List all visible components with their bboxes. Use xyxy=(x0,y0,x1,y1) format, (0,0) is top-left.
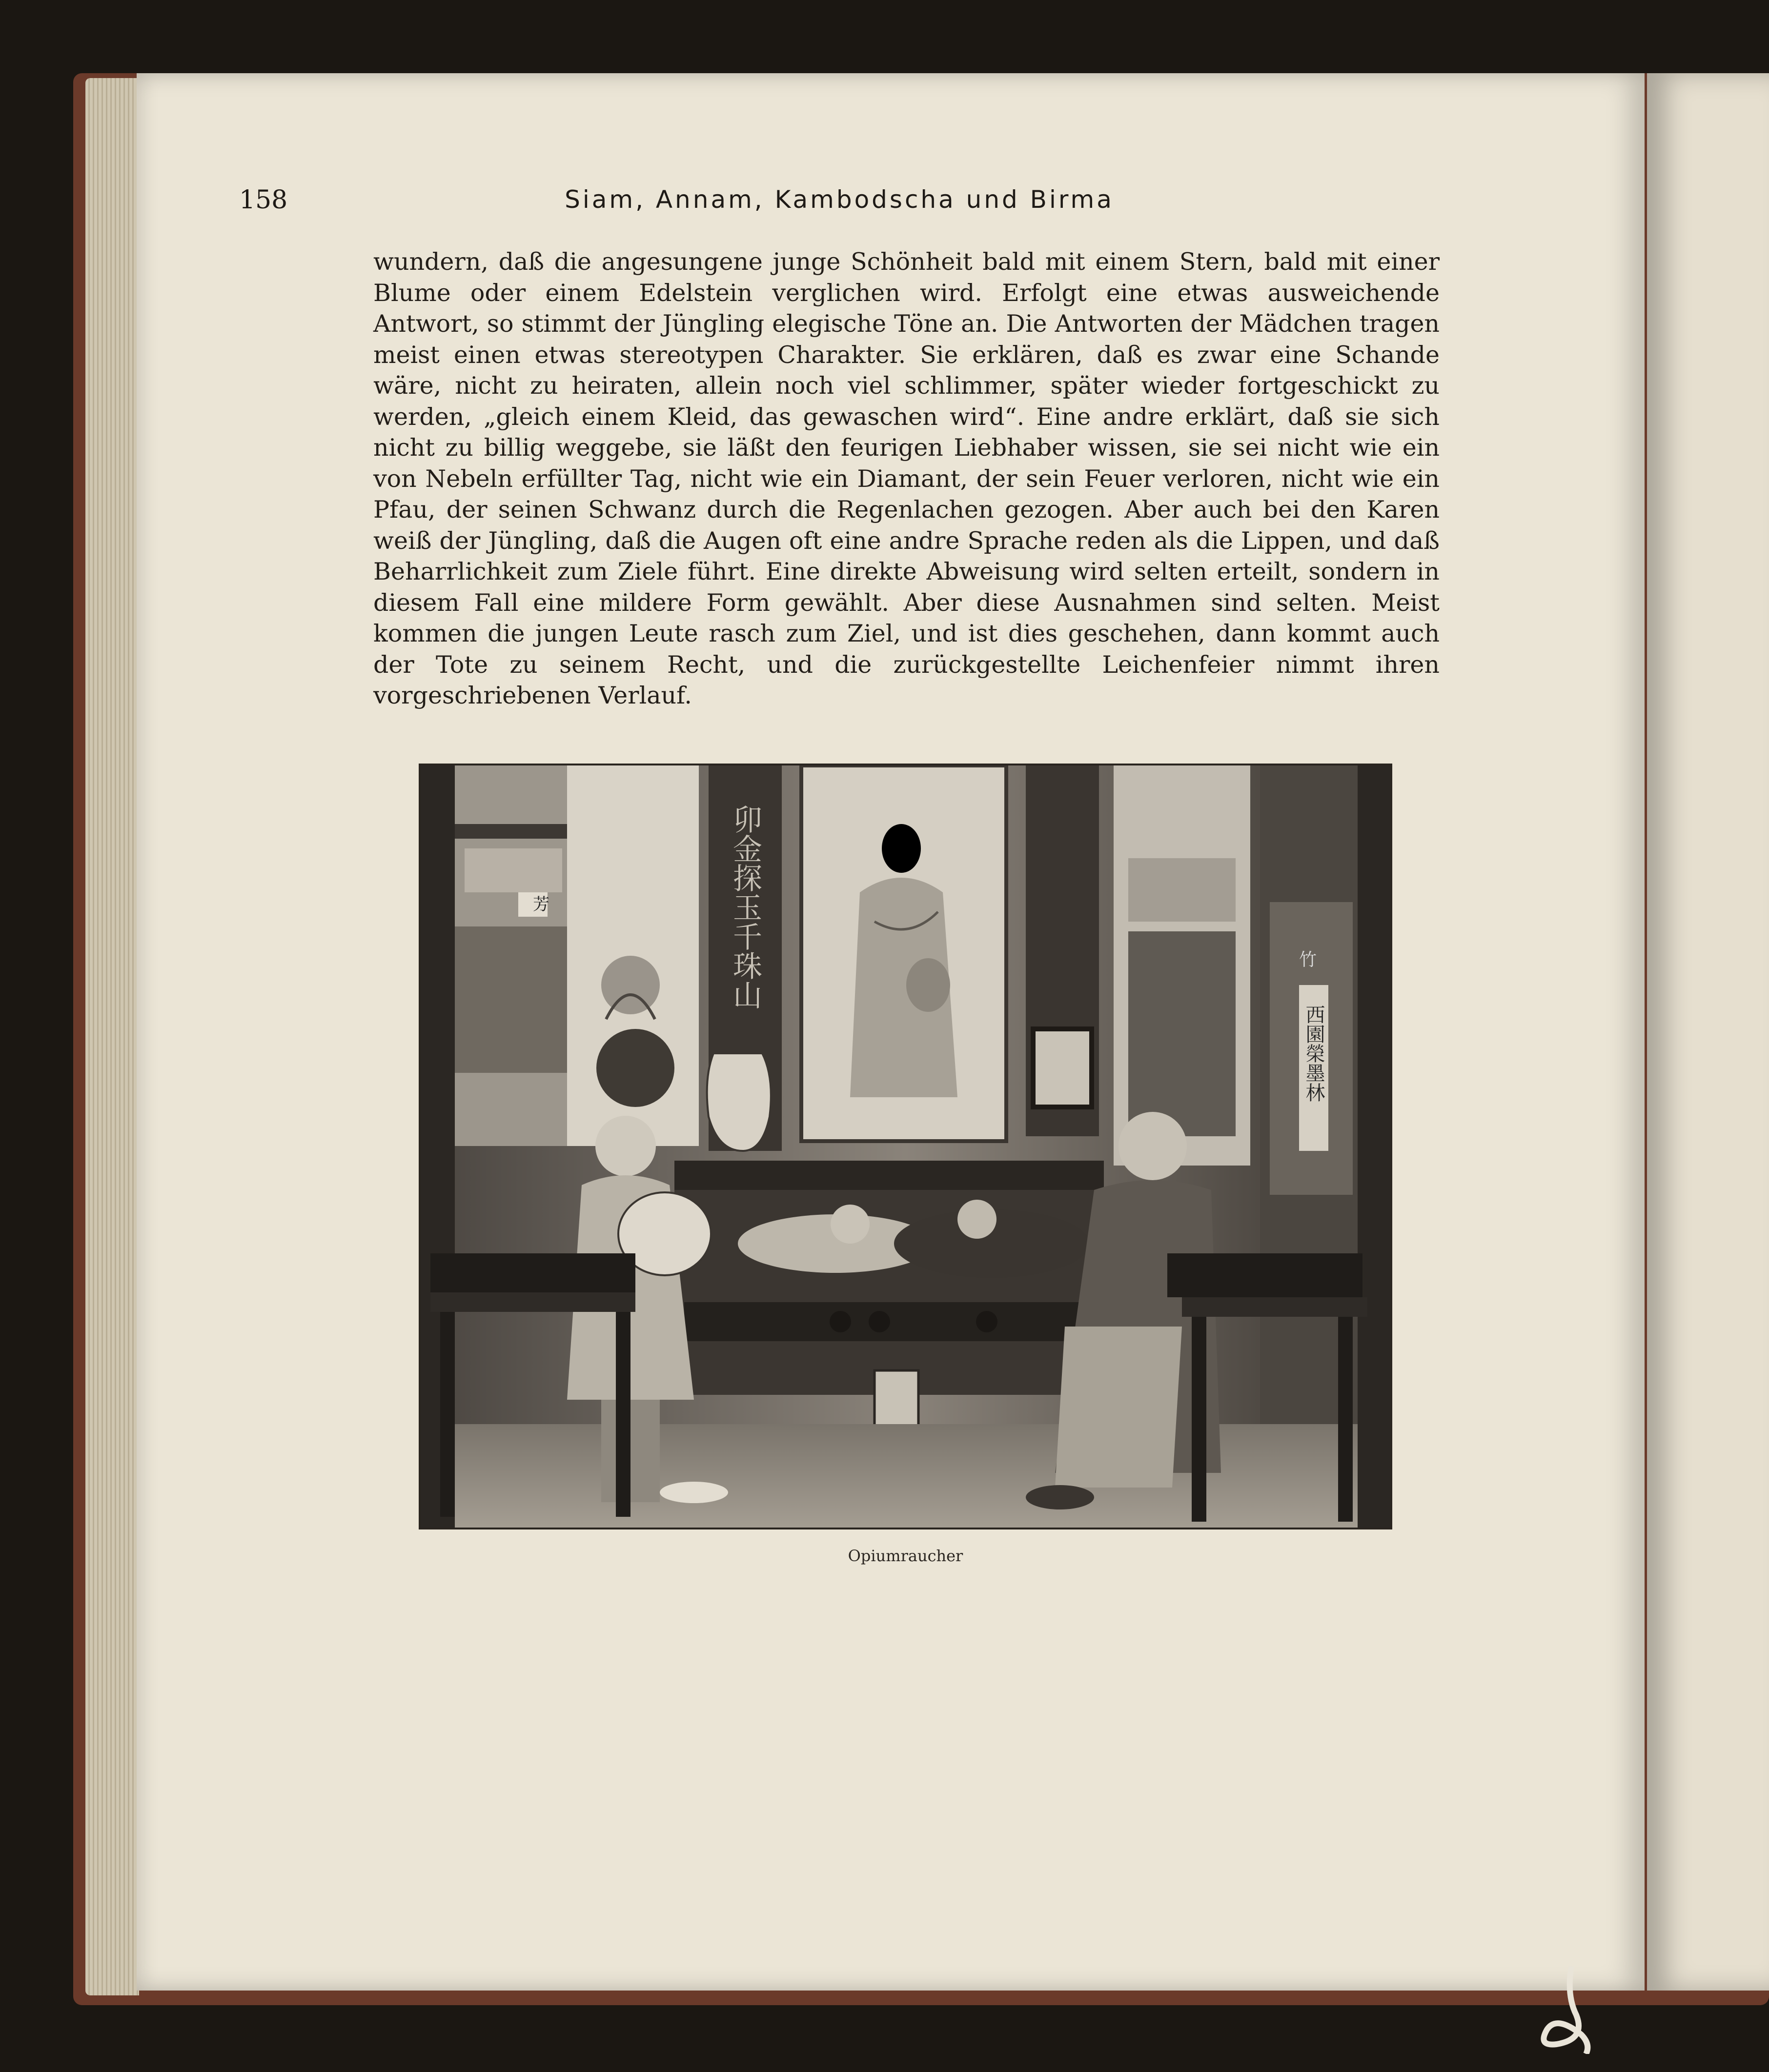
page-header xyxy=(239,185,1440,229)
opium-smokers-photo xyxy=(419,764,1392,1529)
scroll-right-text: 西園榮墨林 xyxy=(1302,1005,1325,1102)
page-number: 158 xyxy=(239,185,288,215)
bookmark-string xyxy=(1537,1966,1596,2054)
scroll-right-top-text: 竹 xyxy=(1299,950,1317,970)
running-head: Siam, Annam, Kambodscha und Birma xyxy=(565,185,1114,214)
scroll-left-text: 卯金探玉千珠山 xyxy=(728,805,762,1009)
facing-page xyxy=(1647,73,1769,1991)
hanging-sign-text: 芳 xyxy=(533,895,549,914)
photo-caption: Opiumraucher xyxy=(848,1547,963,1565)
page-edges xyxy=(85,78,139,1995)
body-paragraph: wundern, daß die angesungene junge Schönheit bald mit einem Stern, bald mit einer Blume oder einem Edelstein verglichen wird. Erfolgt eine etwas ausweichende Antwort, so stimmt der Jüngling elegische Töne an. Die Antworten der Mädchen tragen meist einen etwas stereotypen Charakter. Sie erklären, daß es zwar eine Schande wäre, nicht zu heiraten, allein noch viel schlimmer, später wieder fortgeschickt zu werden, „gleich einem Kleid, das gewaschen wird“. Eine andre erklärt, daß sie sich nicht zu billig weggebe, sie läßt den feurigen Liebhaber wissen, sie sei nicht wie ein von Nebeln erfüllter Tag, nicht wie ein Diamant, der sein Feuer verloren, nicht wie ein Pfau, der seinen Schwanz durch die Regenlachen gezogen. Aber auch bei den Karen weiß der Jüngling, daß die Augen oft eine andre Sprache reden als die Lippen, und daß Beharrlichkeit zum Ziele führt. Eine direkte Abweisung wird selten erteilt, sondern in diesem Fall eine mildere Form gewählt. Aber diese Ausnahmen sind selten. Meist kommen die jungen Leute rasch zum Ziel, und ist dies geschehen, dann kommt auch der Tote zu seinem Recht, und die zurückgestellte Leichenfeier nimmt ihren vorgeschriebenen Verlauf. xyxy=(373,248,1440,709)
